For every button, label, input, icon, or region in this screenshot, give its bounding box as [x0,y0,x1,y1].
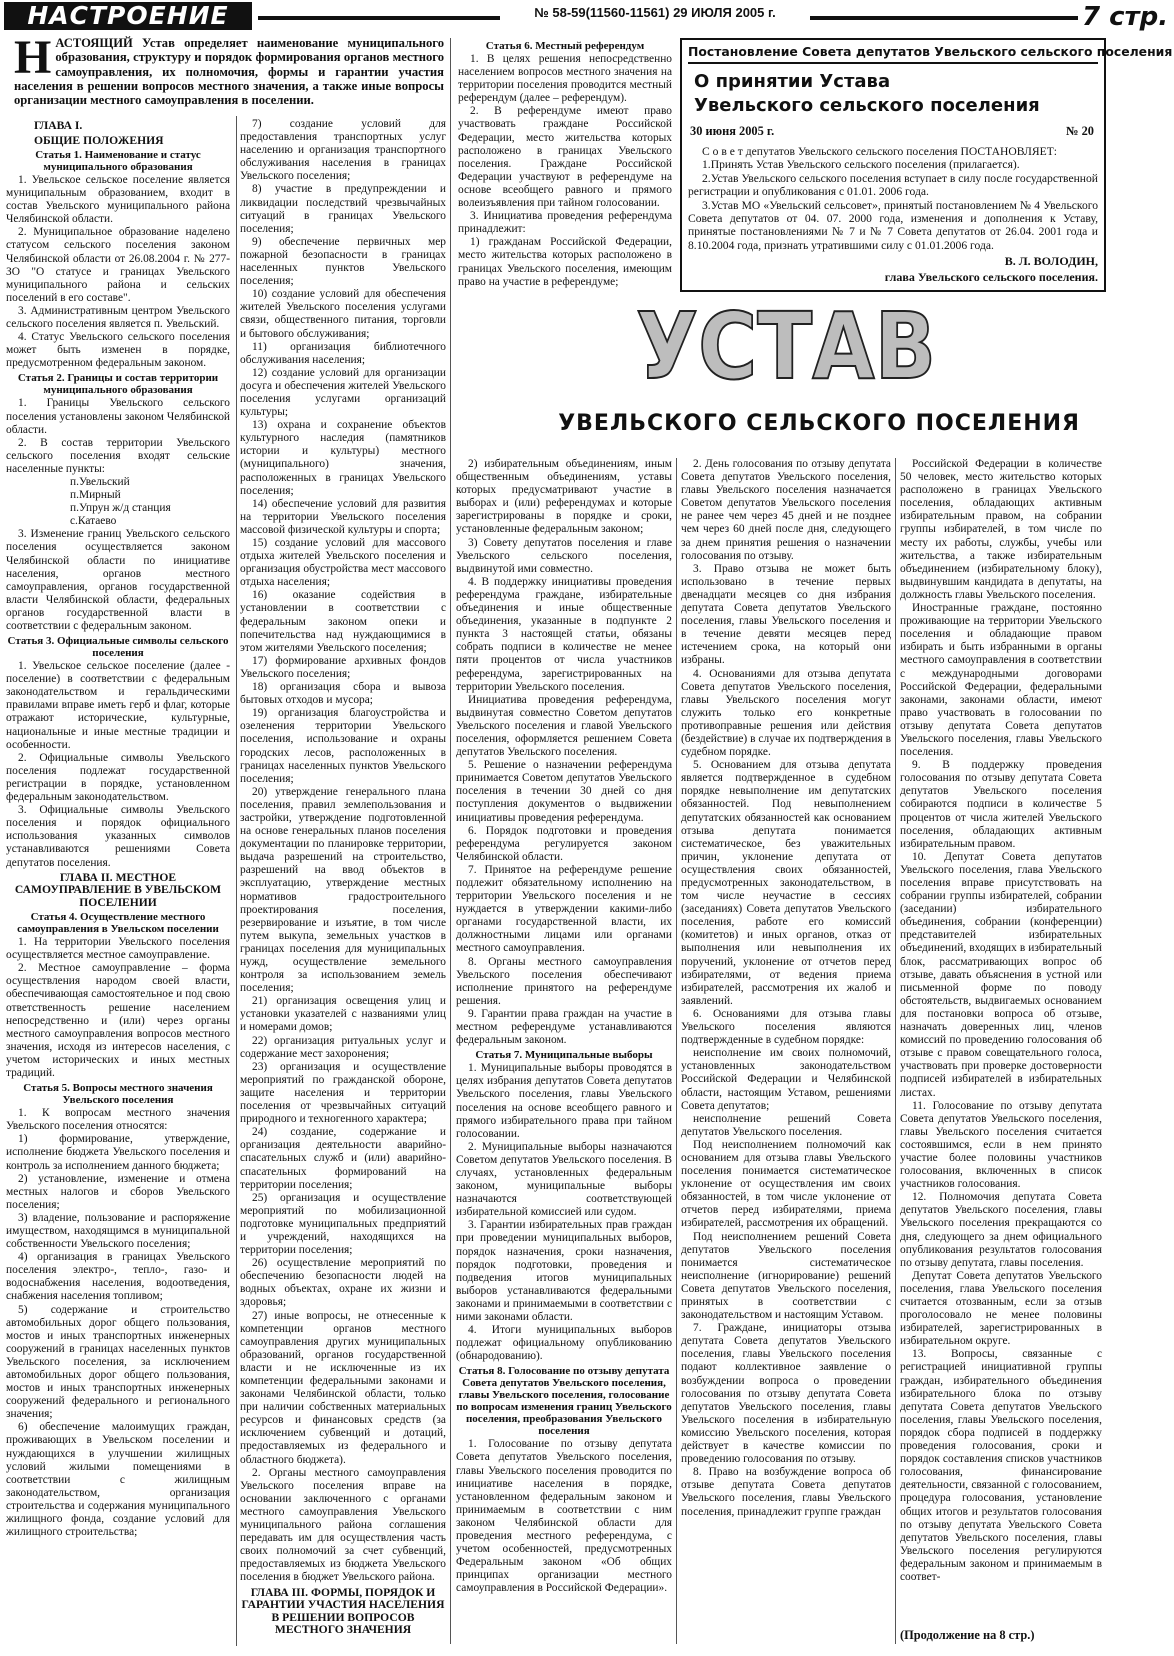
column-rule [895,458,896,1644]
paragraph: 3. Право отзыва не может быть использовано в течение первых двенадцати месяцев со дня избрания депутата Совета депутатов Увельского поселения, главы Увельского поселения и в течение девяти месяцев перед истечением срока, на который они избраны. [681,562,891,667]
paragraph: 8. Право на возбуждение вопроса об отзыве депутата Совета депутатов Увельского поселения, главы Увельского поселения, принадлежит группе граждан [681,1466,891,1518]
decree-date: 30 июня 2005 г. [690,124,775,138]
paragraph: Российской Федерации в количестве 50 человек, место жительство которых расположено в границах Увельского поселения, обладающих активным избирательным правом, на собрании группы избирателей, в том числе по месту их работы, службы, учебы или жительства, а также избирательным объединением (избирательному блоку), выдвинувшим кандидата в депутаты, на должность главы Увельского поселения. [900,458,1102,601]
lead-text: АСТОЯЩИЙ Устав определяет наименование муниципального образования, структуру и порядок формирования органов местного самоуправления, их полномочия, формы и гарантии участия населения в решении вопросов местного значения, а также иные вопросы организации местного самоуправления в поселении. [14,36,444,108]
issue-number: № 58-59(11560-11561) 29 ИЮЛЯ 2005 г. [500,4,810,22]
paragraph: 2. Муниципальное образование наделено статусом сельского поселения законом Челябинской области от 26.08.2004 г. № 277-ЗО "О статусе и границах Увельского муниципального района и сельских поселений в его составе". [6,226,230,304]
paragraph: С о в е т депутатов Увельского сельского поселения ПОСТАНОВЛЯЕТ: [702,145,1058,158]
decree-signer-title: глава Увельского сельского поселения. [884,270,1098,285]
paragraph: 1. В целях решения непосредственно населением вопросов местного значения на территории поселения проводится местный референдум (далее – референдум). [458,53,672,105]
paragraph: Инициатива проведения референдума, выдвинутая совместно Советом депутатов Увельского поселения и главой Увельского поселения, оформляется решением Совета депутатов Увельского поселения. [456,693,672,759]
settlement-item: п.Увельский [70,475,130,488]
paragraph: 27) иные вопросы, не отнесенные к компетенции органов местного самоуправления других муниципальных образований, органов государственной власти и не исключенные из их компетенции федеральными законами и законами Челябинской области, только при наличии собственных материальных ресурсов и финансовых средств (за исключением субвенций и дотаций, предоставляемых из федерального и областного бюджета). [240,1309,446,1466]
decree-signer: В. Л. ВОЛОДИН, [1004,254,1098,269]
paragraph: 6. Порядок подготовки и проведения референдума регулируется законом Челябинской области. [456,824,672,863]
paragraph: Иностранные граждане, постоянно проживающие на территории Увельского поселения и обладающие правом избирать и быть избранными в органы местного самоуправления в соответствии с международными договорами Российской Федерации, федеральными законами, законами области, имеют право участвовать в голосовании по отзыву депутата Совета депутатов Увельского поселения, главы Увельского поселения. [900,602,1102,759]
paragraph: 3. Инициатива проведения референдума принадлежит: [458,210,672,236]
masthead: НАСТРОЕНИЕ [4,2,252,30]
article-heading: Статья 7. Муниципальные выборы [475,1049,653,1062]
paragraph: 1. Границы Увельского сельского поселения установлены законом Челябинской области. [6,397,230,436]
paragraph: 2. Местное самоуправление – форма осуществления народом своей власти, обеспечивающая самостоятельное и под свою ответственность решение населением непосредственно и (или) через органы местного самоуправления вопросов местного значения, исходя из интересов населения, с учетом исторических и иных местных традиций. [6,962,230,1080]
paragraph: 9) обеспечение первичных мер пожарной безопасности в границах населенных пунктов Увельского поселения; [240,235,446,288]
decree-number: № 20 [1066,124,1094,138]
decree-heading: Постановление Совета депутатов Увельского сельского поселения [688,44,1098,64]
paragraph: 1. Увельское сельское поселение (далее - поселение) в соответствии с федеральным законодательством и геральдическими правилами вправе иметь герб и флаг, которые отражают исторические, культурные, национальные и иные местные традиции и особенности. [6,660,230,751]
decree-date-row [690,124,1094,139]
paragraph: 7) создание условий для предоставления транспортных услуг населению и организация транспортного обслуживания населения в границах Увельского поселения; [240,118,446,183]
paragraph: 24) создание, содержание и организация деятельности аварийно-спасательных служб и (или) аварийно-спасательных формирований на территории поселения; [240,1126,446,1191]
paragraph: 17) формирование архивных фондов Увельского поселения; [240,654,446,680]
paragraph: 23) организация и осуществление мероприятий по гражданской обороне, защите населения и территории поселения от чрезвычайных ситуаций природного и техногенного характера; [240,1060,446,1126]
paragraph: 20) утверждение генерального плана поселения, правил землепользования и застройки, утверждение подготовленной на основе генеральных планов поселения документации по планировке территории, выдача разрешений на строительство, разрешений на ввод объектов в эксплуатацию, утверждение местных нормативов градостроительного проектирования поселения, резервирование и изъятие, в том числе путем выкупа, земельных участков в границах поселения для муниципальных нужд, осуществление земельного контроля за использованием земель поселения; [240,785,446,995]
article-heading: Статья 6. Местный референдум [485,40,645,52]
paragraph: 2. Официальные символы Увельского поселения подлежат государственной регистрации в порядке, установленном федеральным законодательством. [6,751,230,804]
paragraph: 9. В поддержку проведения голосования по отзыву депутата Совета депутатов Увельского поселения собираются подписи в количестве 5 процентов от числа жителей Увельского поселения, обладающих активным избирательным правом. [900,759,1102,850]
paragraph: 9. Гарантии права граждан на участие в местном референдуме устанавливаются федеральным законом. [456,1007,672,1047]
paragraph: Под неисполнением решений Совета депутатов Увельского поселения понимается систематическое неисполнение (игнорирование) решений Совета депутатов Увельского поселения, принятых в соответствии с законодательством и настоящим Уставом. [681,1230,891,1322]
paragraph: 14) обеспечение условий для развития на территории Увельского поселения массовой физической культуры и спорта; [240,497,446,536]
article-heading: Статья 3. Официальные символы сельского поселения [7,635,229,660]
paragraph: 2. В референдуме имеют право участвовать граждане Российской Федерации, место жительства которых расположено в границах Увельского поселения. Граждане Российской Федерации участвуют в референдуме на основе всеобщего равного и прямого волеизъявления при тайном голосовании. [458,105,672,210]
page-number: 7 стр. [1082,2,1169,32]
paragraph: 3. Изменение границ Увельского сельского поселения осуществляется законом Челябинской области по инициативе населения, органов местного самоуправления, органов государственной власти Челябинской области, федеральных органов государственной власти в соответствии с федеральным законом. [6,528,230,632]
paragraph: 4) организация в границах Увельского поселения электро-, тепло-, газо- и водоснабжения населения, водоотведения, снабжения населения топливом; [6,1251,230,1303]
paragraph: 16) оказание содействия в установлении в соответствии с федеральным законом опеки и попечительства над нуждающимися в этом жителями Увельского поселения; [240,589,446,654]
paragraph: 4. Статус Увельского сельского поселения может быть изменен в порядке, предусмотренном федеральным законом. [6,331,230,370]
settlement-item: п.Мирный [70,489,121,502]
paragraph: 3. Официальные символы Увельского поселения и порядок официального использования указанных символов устанавливаются решениями Совета депутатов поселения. [6,804,230,869]
decree-title: Увельского сельского поселения [694,95,1040,116]
paragraph: 5. Основанием для отзыва депутата является подтвержденное в судебном порядке невыполнение им депутатских обязанностей. Под невыполнением депутатских обязанностей как основанием отзыва депутата понимается систематическое, без уважительных причин, уклонение депутата от осуществления своих обязанностей, предусмотренных законодательством, в том числе неучастие в сессиях (заседаниях) Совета депутатов Увельского поселения, работе его комиссий (комитетов) и иных органов, отказ от выполнения или невыполнения их поручений, уклонение от отчетов перед избирателями, от ведения приема избирателей, рассмотрения их жалоб и заявлений. [681,759,891,1007]
drop-cap: Н [14,31,52,84]
chapter-heading: ГЛАВА II. МЕСТНОЕ САМОУПРАВЛЕНИЕ В УВЕЛЬСКОМ ПОСЕЛЕНИИ [14,870,222,909]
ustav-title-text: УСТАВ [636,300,936,390]
paragraph: 1.Принять Устав Увельского сельского поселения (прилагается). [702,158,1020,172]
paragraph: 12. Полномочия депутата Совета депутатов Увельского поселения, главы Увельского поселения прекращаются со дня, следующего за днем официального опубликования результатов голосования по отзыву депутата, главы поселения. [900,1191,1102,1269]
paragraph: 3.Устав МО «Увельский сельсовет», принятый постановлением № 4 Увельского Совета депутатов от 04. 07. 2000 года, изменения и дополнения к Уставу, принятые постановлениями № 7 и № 7 Совета депутатов от 26.04. 2001 года и 8.10.2004 года, признать утратившими силу с 01.01.2006 года. [688,198,1098,252]
article-heading: Статья 8. Голосование по отзыву депутата Совета депутатов Увельского поселения, главы Увельского поселения, голосование по вопросам изменения границ Увельского поселения, преобразования Увельского поселения [456,1365,672,1438]
column-rule [450,38,451,1644]
paragraph: 12) создание условий для организации досуга и обеспечения жителей Увельского поселения услугами организаций культуры; [240,366,446,419]
paragraph: 7. Граждане, инициаторы отзыва депутата Совета депутатов Увельского поселения, главы Увельского поселения подают коллективное заявление о возбуждении вопроса о проведении голосования по отзыву депутата Совета депутатов Увельского поселения, главы Увельского поселения в избирательную комиссию Увельского поселения, которая действует в качестве комиссии по проведению голосования по отзыву. [681,1322,891,1466]
column-rule [236,116,237,1646]
paragraph: неисполнение решений Совета депутатов Увельского поселения. [681,1112,891,1138]
paragraph: 7. Принятое на референдуме решение подлежит обязательному исполнению на территории Увельского поселения и не нуждается в утверждении какими-либо органами государственной власти, их должностными лицами или органами местного самоуправления. [456,863,672,955]
paragraph: 6) обеспечение малоимущих граждан, проживающих в Увельском поселении и нуждающихся в улучшении жилищных условий жилыми помещениями в соответствии с жилищным законодательством, организация строительства и содержания муниципального жилищного фонда, создание условий для жилищного строительства; [6,1421,230,1539]
ustav-title [626,300,946,390]
paragraph: 2.Устав Увельского сельского поселения вступает в силу после государственной регистрации и опубликования с 01.01. 2006 года. [688,171,1098,199]
paragraph: 11) организация библиотечного обслуживания населения; [240,340,446,366]
paragraph: 5) содержание и строительство автомобильных дорог общего пользования, мостов и иных транспортных инженерных сооружений в границах населенных пунктов Увельского поселения, за исключением автомобильных дорог общего пользования, мостов и иных транспортных инженерных сооружений федерального и регионального значения; [6,1303,230,1421]
paragraph: 21) организация освещения улиц и установки указателей с названиями улиц и номерами домов; [240,995,446,1034]
article-heading: Статья 2. Границы и состав территории муниципального образования [17,372,219,397]
column-2 [240,118,446,1650]
paragraph: 2. В состав территории Увельского сельского поселения входят сельские населенные пункты: [6,436,230,475]
paragraph: 19) организация благоустройства и озеленения территории Увельского поселения, использование и охраны городских лесов, расположенных в границах населенных пунктов Увельского поселения; [240,707,446,785]
settlement-item: п.Упрун ж/д станция [70,502,171,515]
paragraph: 4. Итоги муниципальных выборов подлежат официальному опубликованию (обнародованию). [456,1324,672,1363]
paragraph: неисполнение им своих полномочий, установленных законодательством Российской Федерации и Челябинской области, настоящим Уставом, решениями Совета депутатов; [681,1047,891,1112]
chapter-heading: ГЛАВА I. [34,119,83,132]
paragraph: 1. К вопросам местного значения Увельского поселения относятся: [6,1107,230,1133]
paragraph: 1. Увельское сельское поселение является муниципальным образованием, входит в состав Увельского муниципального района Челябинской области. [6,174,230,226]
paragraph: 1. Муниципальные выборы проводятся в целях избрания депутатов Совета депутатов Увельского поселения, главы Увельского поселения на основе всеобщего равного и прямого избирательного права при тайном голосовании. [456,1062,672,1140]
paragraph: 25) организация и осуществление мероприятий по мобилизационной подготовке муниципальных предприятий и учреждений, находящихся на территории поселения; [240,1191,446,1257]
settlement-item: с.Катаево [70,515,117,528]
decree-title: О принятии Устава [694,71,891,92]
paragraph: 3. Административным центром Увельского сельского поселения является п. Увельский. [6,304,230,331]
paragraph: 4. В поддержку инициативы проведения референдума граждане, избирательные объединения и иные общественные объединения, указанные в подпункте 2 пункта 3 настоящей статьи, обязаны собрать подписи в количестве не менее пяти процентов от числа участников референдума, зарегистрированных на территории Увельского поселения. [456,575,672,693]
paragraph: 8. Органы местного самоуправления Увельского поселения обеспечивают исполнение принятого на референдуме решения. [456,955,672,1007]
paragraph: Депутат Совета депутатов Увельского поселения, глава Увельского поселения считается отозванным, если за отзыв проголосовало не менее половины избирателей, зарегистрированных в избирательном округе. [900,1269,1102,1348]
column-rule [676,458,677,1644]
paragraph: 22) организация ритуальных услуг и содержание мест захоронения; [240,1034,446,1060]
paragraph: 11. Голосование по отзыву депутата Совета депутатов Увельского поселения, главы Увельского поселения считается состоявшимся, если в нем принято участие более половины участников голосования, включенных в список участников голосования. [900,1099,1102,1191]
paragraph: 13) охрана и сохранение объектов культурного наследия (памятников истории и культуры) местного (муниципального) значения, расположенных в границах Увельского поселения; [240,419,446,497]
decree-box [680,38,1173,292]
chapter-heading: ГЛАВА III. ФОРМЫ, ПОРЯДОК И ГАРАНТИИ УЧАСТИЯ НАСЕЛЕНИЯ В РЕШЕНИИ ВОПРОСОВ МЕСТНОГО ЗНАЧЕНИЯ [241,1585,445,1636]
chapter-heading: ОБЩИЕ ПОЛОЖЕНИЯ [34,133,164,147]
column-3 [456,458,672,1650]
paragraph: 3) Совету депутатов поселения и главе Увельского сельского поселения, выдвинутой ими совместно. [456,536,672,575]
column-4 [681,458,891,1650]
paragraph: 10) создание условий для обеспечения жителей Увельского поселения услугами связи, общественного питания, торговли и бытового обслуживания; [240,288,446,340]
paragraph: 5. Решение о назначении референдума принимается Советом депутатов Увельского поселения в течении 30 дней со дня поступления документов о выдвижении инициативы проведения референдума. [456,759,672,824]
subtitle: УВЕЛЬСКОГО СЕЛЬСКОГО ПОСЕЛЕНИЯ [558,411,1080,436]
article-heading: Статья 1. Наименование и статус муниципального образования [35,149,201,173]
paragraph: 2) установление, изменение и отмена местных налогов и сборов Увельского поселения; [6,1172,230,1211]
paragraph: 2. Муниципальные выборы назначаются Советом депутатов Увельского поселения. В случаях, установленных федеральным законом, муниципальные выборы назначаются соответствующей избирательной комиссией или судом. [456,1140,672,1219]
paragraph: 2. Органы местного самоуправления Увельского поселения вправе на основании заключенного с органами местного самоуправления Увельского муниципального района соглашения передавать им для осуществления часть своих полномочий за счет субвенций, предоставляемых из бюджета Увельского поселения в бюджет Увельского района. [240,1466,446,1584]
paragraph: 2) избирательным объединениям, иным общественным объединениям, уставы которых предусматривают участие в выборах и (или) референдумах и которые зарегистрированы в порядке и сроки, установленные федеральным законом; [456,458,672,536]
paragraph: 1. На территории Увельского поселения осуществляется местное самоуправление. [6,936,230,962]
paragraph: 4. Основаниями для отзыва депутата Совета депутатов Увельского поселения, главы Увельского поселения могут служить только его конкретные противоправные решения или действия (бездействие) в случае их подтверждения в судебном порядке. [681,667,891,759]
paragraph: 18) организация сбора и вывоза бытовых отходов и мусора; [240,681,446,707]
paragraph: 3. Гарантии избирательных прав граждан при проведении муниципальных выборов, порядок назначения, сроки назначения, порядок подготовки, проведения и подведения итогов муниципальных выборов устанавливаются федеральными законами и принимаемыми в соответствии с ними законами области. [456,1219,672,1323]
article-heading: Статья 5. Вопросы местного значения Увельского поселения [23,1082,213,1107]
continued-note: (Продолжение на 8 стр.) [900,1628,1035,1642]
paragraph: 8) участие в предупреждении и ликвидации последствий чрезвычайных ситуаций в границах Увельского поселения; [240,183,446,235]
paragraph: 6. Основаниями для отзыва главы Увельского поселения являются подтвержденные в судебном порядке: [681,1007,891,1047]
article-heading: Статья 4. Осуществление местного самоуправления в Увельском поселении [17,911,219,936]
decree-body [688,145,1098,252]
paragraph: 2. День голосования по отзыву депутата Совета депутатов Увельского поселения, главы Увельского поселения назначается Советом депутатов Увельского поселения не ранее чем через 45 дней и не позднее чем через 60 дней после дня, следующего за днем принятия решения о назначении голосования по отзыву. [681,458,891,562]
paragraph: 15) создание условий для массового отдыха жителей Увельского поселения и организация обустройства мест массового отдыха населения; [240,537,446,589]
paragraph: 1) гражданам Российской Федерации, место жительства которых расположено в границах Увельского поселения, имеющим право на участие в референдуме; [458,236,672,288]
paragraph: 10. Депутат Совета депутатов Увельского поселения, глава Увельского поселения вправе присутствовать на собрании группы избирателей, собрании (заседании) избирательного объединения, собрании (конференции) представителей избирательных объединений, входящих в избирательный блок, рассматривающих вопрос об отзыве, давать объяснения в устной или письменной форме по поводу обстоятельств, выдвигаемых основанием для постановки вопроса об отзыве, назначать доверенных лиц, членов комиссий по проведению голосования об отзыве с правом совещательного голоса, участвовать при проверке достоверности подписей избирателей в избирательных листах. [900,850,1102,1099]
paragraph: Под неисполнением полномочий как основанием для отзыва главы Увельского поселения понимается систематическое уклонение от осуществления им своих обязанностей, в том числе уклонение от отчетов перед избирателями, приема избирателей, рассмотрения их обращений. [681,1138,891,1230]
column-5 [900,458,1102,1622]
paragraph: 1. Голосование по отзыву депутата Совета депутатов Увельского поселения, главы Увельского поселения проводится по инициативе населения в порядке, установленном федеральным законом и принимаемым в соответствии с ним законом Челябинской области для проведения местного референдума, с учетом особенностей, предусмотренных Федеральным законом «Об общих принципах организации местного самоуправления в Российской Федерации». [456,1438,672,1595]
paragraph: 3) владение, пользование и распоряжение имуществом, находящимся в муниципальной собственности Увельского поселения; [6,1211,230,1251]
paragraph: 13. Вопросы, связанные с регистрацией инициативной группы граждан, избирательного объединения избирательного блока по отзыву депутата Совета депутатов Увельского поселения, главы Увельского поселения, порядок сбора подписей в поддержку проведения голосования, сроки и порядок составления списков участников голосования, финансирование деятельности, связанной с голосованием, процедура голосования, установление общих итогов и результатов голосования по отзыву депутата Увельского Совета депутатов Увельского поселения, главы Увельского поселения регулируются федеральным законом и принимаемым в соответ- [900,1348,1102,1583]
paragraph: 26) осуществление мероприятий по обеспечению безопасности людей на водных объектах, охране их жизни и здоровья; [240,1257,446,1309]
lead-paragraph [14,31,444,108]
column-1 [6,118,230,1650]
column-3-top [458,38,672,296]
paragraph: 1) формирование, утверждение, исполнение бюджета Увельского поселения и контроль за исполнением данного бюджета; [6,1133,230,1172]
